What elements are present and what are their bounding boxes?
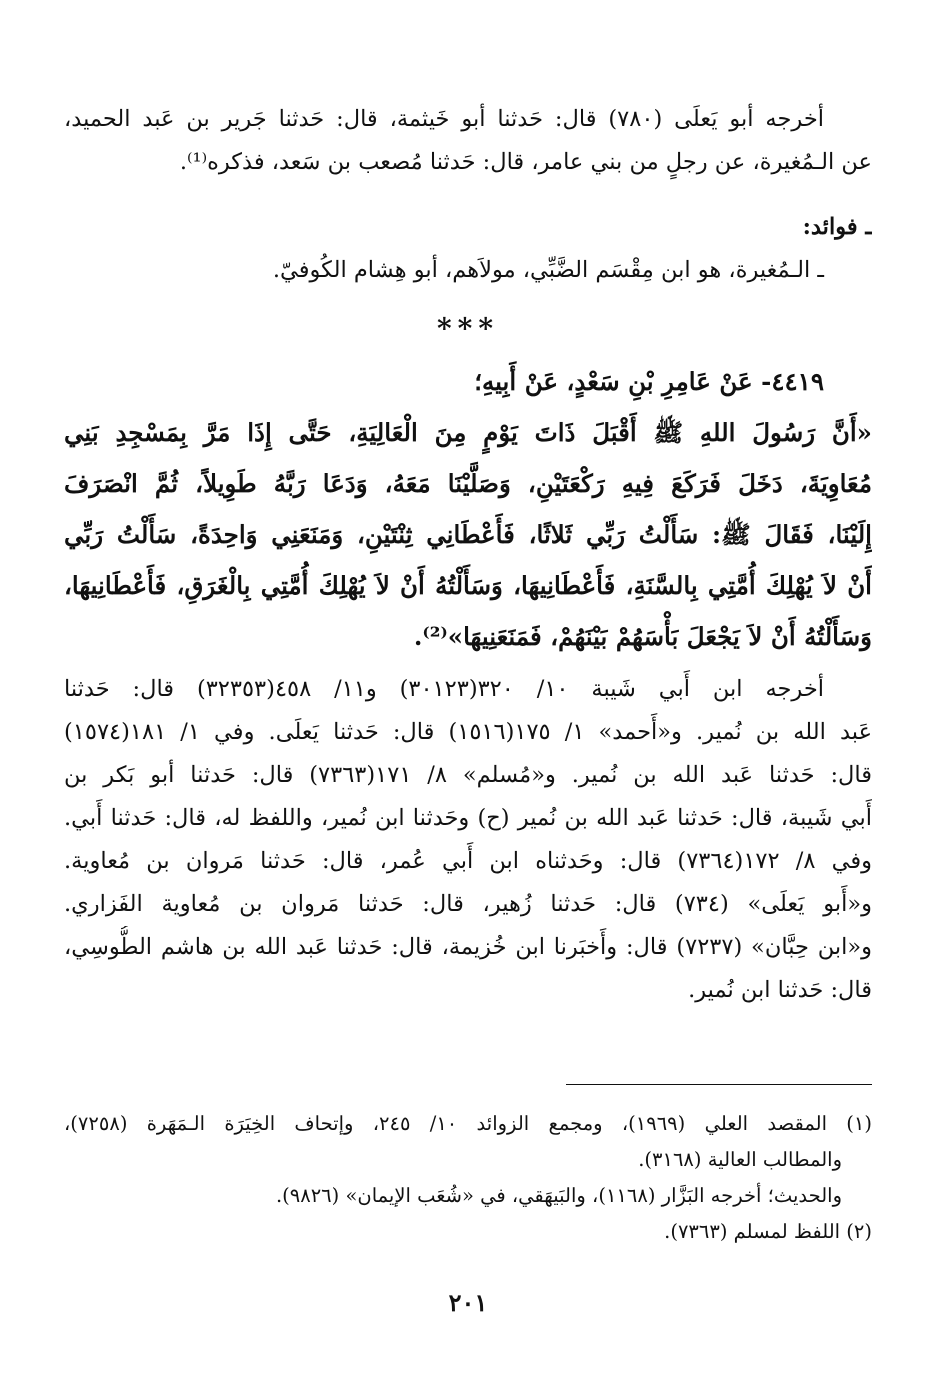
intro-paragraph [64,98,872,184]
takhrij-line-5: وفي ٨/ ١٧٢(٧٣٦٤) قال: وحَدثناه ابن أَبي عُمر، قال: حَدثنا مَروان بن مُعاوية. [64,848,872,874]
intro-line-2: عن الـمُغيرة، عن رجلٍ من بني عامر، قال: حَدثنا مُصعب بن سَعد، فذكره⁽¹⁾. [179,149,872,175]
footnote-2: (٢) اللفظ لمسلم (٧٣٦٣). [664,1220,872,1243]
footnotes [64,1106,872,1250]
takhrij-line-6: و«أَبو يَعلَى» (٧٣٤) قال: حَدثنا زُهير، قال: حَدثنا مَروان بن مُعاوية الفَزاري. [64,891,872,917]
fawaid-heading: ـ فوائد: [802,214,872,240]
footnote-1-line-3: والحديث؛ أخرجه البَزَّار (١١٦٨)، والبَيهَقي، في «شُعَب الإيمان» (٩٨٢٦). [275,1184,842,1207]
page-number: ٢٠١ [448,1288,488,1317]
hadith-line-2: مُعَاوِيَةَ، دَخَلَ فَرَكَعَ فِيهِ رَكْعَتَيْنِ، وَصَلَّيْنَا مَعَهُ، وَدَعَا رَبَّهُ طَوِيلاً، ثُمَّ انْصَرَفَ [64,469,872,498]
footnote-separator [566,1084,872,1085]
hadith-header: ٤٤١٩- عَنْ عَامِرِ بْنِ سَعْدٍ، عَنْ أَبِيهِ؛ [474,367,824,396]
takhrij-line-2: عَبد الله بن نُمير. و«أَحمد» ١/ ١٧٥(١٥١٦) قال: حَدثنا يَعلَى. وفي ١/ ١٨١(١٥٧٤) [64,719,872,745]
section-separator: *** [437,312,499,345]
takhrij-line-4: أَبي شَيبة، قال: حَدثنا عَبد الله بن نُمير (ح) وحَدثنا ابن نُمير، واللفظ له، قال: حَدثنا أَبي. [64,805,872,831]
footnote-1-line-2: والمطالب العالية (٣١٦٨). [638,1148,842,1171]
hadith-line-3: إِلَيْنَا، فَقَالَ ﷺ: سَأَلْتُ رَبِّي ثَلاثًا، فَأَعْطَانِي ثِنْتَيْنِ، وَمَنَعَنِي وَاحِدَةً، سَأَلْتُ رَبِّي [64,520,872,549]
hadith-line-1: «أَنَّ رَسُولَ اللهِ ﷺ أَقْبَلَ ذَاتَ يَوْمٍ مِنَ الْعَالِيَةِ، حَتَّى إِذَا مَرَّ بِمَسْجِدِ بَنِي [64,418,872,447]
hadith-line-5: وَسَأَلْتُهُ أَنْ لاَ يَجْعَلَ بَأْسَهُمْ بَيْنَهُمْ، فَمَنَعَنِيهَا»⁽²⁾. [413,622,872,651]
takhrij-line-1: أخرجه ابن أَبي شَيبة ١٠/ ٣٢٠(٣٠١٢٣) و١١/ ٤٥٨(٣٢٣٥٣) قال: حَدثنا [64,676,824,702]
takhrij-line-8: قال: حَدثنا ابن نُمير. [688,977,872,1003]
hadith-line-4: أَنْ لاَ يُهْلِكَ أُمَّتِي بِالسَّنَةِ، فَأَعْطَانِيهَا، وَسَأَلْتُهُ أَنْ لاَ يُهْلِكَ أُمَّتِي بِالْغَرَقِ، فَأَعْطَانِيهَا، [64,571,872,600]
intro-line-1: أخرجه أبو يَعلَى (٧٨٠) قال: حَدثنا أبو خَيثمة، قال: حَدثنا جَرير بن عَبد الحميد، [64,106,824,132]
fawaid-section [64,206,872,292]
takhrij-line-3: قال: حَدثنا عَبد الله بن نُمير. و«مُسلم» ٨/ ١٧١(٧٣٦٣) قال: حَدثنا أبو بَكر بن [64,762,872,788]
fawaid-line: ـ الـمُغيرة، هو ابن مِقْسَم الضَّبِّي، مولاَهم، أبو هِشام الكُوفيّ. [272,257,824,283]
takhrij-line-7: و«ابن حِبَّان» (٧٢٣٧) قال: وأَخبَرنا ابن خُزيمة، قال: حَدثنا عَبد الله بن هاشم الطُّوسِي، [64,934,872,960]
hadith-block [64,356,872,662]
takhrij-paragraph [64,668,872,1012]
footnote-1-line-1: (١) المقصد العلي (١٩٦٩)، ومجمع الزوائد ١٠/ ٢٤٥، وإتحاف الخِيَرَة الـمَهَرة (٧٢٥٨)، [64,1112,872,1135]
